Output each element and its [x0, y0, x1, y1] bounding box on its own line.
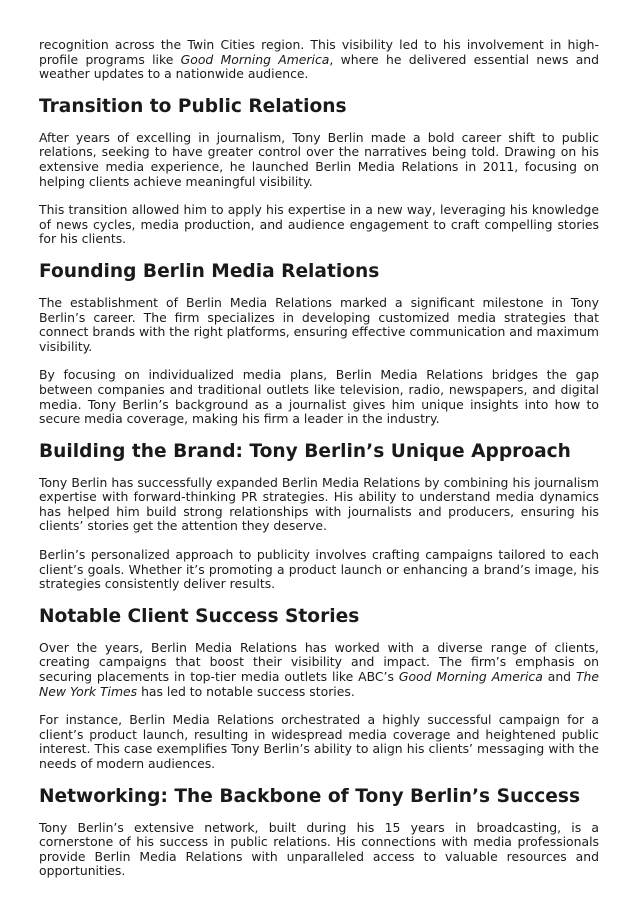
section-heading-success-stories: Notable Client Success Stories: [39, 605, 360, 627]
text-run: Over the years, Berlin Media Relations has worked with a diverse range of clients, creating campaigns that boost their visibility and impact. The firm’s emphasis on securing placements in top-tier media outlets like ABC’s: [39, 639, 599, 685]
section-heading-networking: Networking: The Backbone of Tony Berlin’s Success: [39, 785, 581, 807]
text-run: and: [542, 669, 576, 685]
document-page: [39, 38, 599, 893]
paragraph: [39, 641, 599, 699]
intro-paragraph: [39, 38, 599, 82]
paragraph: For instance, Berlin Media Relations orchestrated a highly successful campaign for a client’s product launch, resulting in widespread media coverage and heightened public interest. This case exemplifies Tony Berlin’s ability to align his clients’ messaging with the needs of modern audiences.: [39, 712, 599, 771]
paragraph: The establishment of Berlin Media Relations marked a significant milestone in Tony Berlin’s career. The firm specializes in developing customized media strategies that connect brands with the right platforms, ensuring effective communication and maximum visibility.: [39, 294, 599, 354]
section-heading-transition: Transition to Public Relations: [39, 95, 347, 117]
text-run: has led to notable success stories.: [137, 683, 355, 699]
section-heading-founding: Founding Berlin Media Relations: [39, 260, 380, 282]
publication-title: The New York Times: [39, 669, 599, 699]
paragraph: After years of excelling in journalism, Tony Berlin made a bold career shift to public relations, seeking to have greater control over the narratives being told. Drawing on his extensive media experience, he launched Berlin Media Relations in 2011, focusing on helping clients achieve meaningful visibility.: [39, 129, 599, 189]
paragraph: Tony Berlin’s extensive network, built during his 15 years in broadcasting, is a cornerstone of his success in public relations. His connections with media professionals provide Berlin Media Relations with unparalleled access to valuable resources and opportunities.: [39, 819, 599, 879]
paragraph: Tony Berlin has successfully expanded Berlin Media Relations by combining his journalism expertise with forward-thinking PR strategies. His ability to understand media dynamics has helped him build strong relationships with journalists and producers, ensuring his clients’ stories get the attention they deserve.: [39, 474, 599, 534]
show-title: Good Morning America: [398, 669, 543, 685]
text-run: , where he delivered essential news and weather updates to a nationwide audience.: [39, 51, 600, 82]
paragraph: Berlin’s personalized approach to publicity involves crafting campaigns tailored to each client’s goals. Whether it’s promoting a product launch or enhancing a brand’s image, his strategies consistently deliver results.: [39, 547, 599, 592]
text-run: recognition across the Twin Cities region. This visibility led to his involvement in high-profile programs like: [39, 37, 599, 67]
paragraph: This transition allowed him to apply his expertise in a new way, leveraging his knowledge of news cycles, media production, and audience engagement to craft compelling stories for his clients.: [39, 202, 599, 247]
show-title: Good Morning America: [180, 51, 330, 67]
paragraph: By focusing on individualized media plans, Berlin Media Relations bridges the gap between companies and traditional outlets like television, radio, newspapers, and digital media. Tony Berlin’s background as a journalist gives him unique insights into how to secure media coverage, making his firm a leader in the industry.: [39, 367, 599, 427]
section-heading-brand: Building the Brand: Tony Berlin’s Unique Approach: [39, 440, 571, 462]
